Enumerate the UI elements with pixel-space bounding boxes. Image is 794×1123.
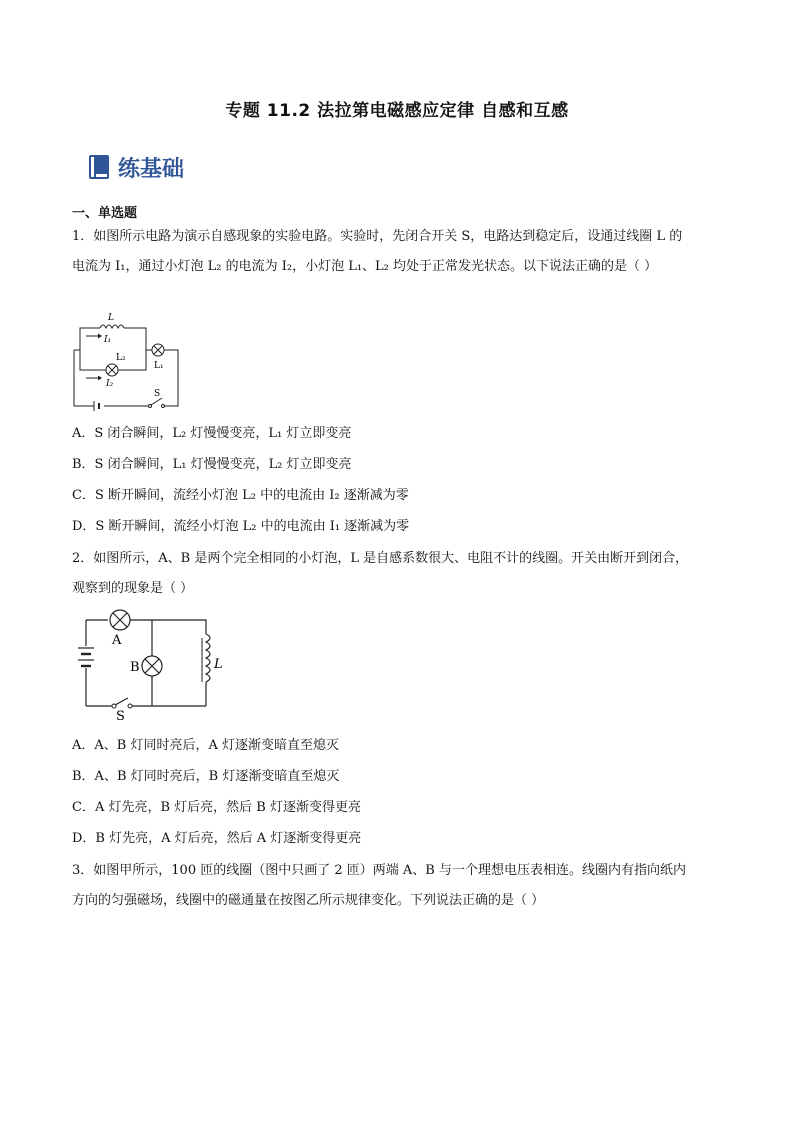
q2-switch-label: S xyxy=(116,709,125,723)
book-icon xyxy=(88,154,110,180)
section-banner xyxy=(88,150,184,184)
q3-stem-line2: 方向的匀强磁场，线圈中的磁通量在按图乙所示规律变化。下列说法正确的是（ ） xyxy=(72,893,545,908)
coil-icon xyxy=(206,634,210,682)
q1-option-b[interactable]: B．S 闭合瞬间，L₁ 灯慢慢变亮，L₂ 灯立即变亮 xyxy=(72,457,352,472)
page-title: 专题 11.2 法拉第电磁感应定律 自感和互感 xyxy=(225,101,569,121)
q2-lampB-label: B xyxy=(130,660,140,675)
q1-lamp1-label: L₁ xyxy=(154,361,164,371)
q1-lamp2-label: L₂ xyxy=(116,353,126,363)
q2-stem-line1: 2．如图所示，A、B 是两个完全相同的小灯泡，L 是自感系数很大、电阻不计的线圈。开关由断开到闭合， xyxy=(72,551,689,566)
banner-title: 练基础 xyxy=(118,156,185,182)
q3-stem-line1: 3．如图甲所示，100 匝的线圈（图中只画了 2 匝）两端 A、B 与一个理想电压表相连。线圈内有指向纸内 xyxy=(72,863,686,878)
q1-circuit-diagram xyxy=(66,312,186,412)
q2-lampA-label: A xyxy=(112,633,122,648)
q2-circuit-diagram xyxy=(68,608,228,723)
q1-switch-label: S xyxy=(154,389,161,399)
q2-coil-label: L xyxy=(214,657,223,672)
switch-icon xyxy=(151,398,162,405)
q2-option-c[interactable]: C．A 灯先亮，B 灯后亮，然后 B 灯逐渐变得更亮 xyxy=(72,800,361,815)
q2-option-a[interactable]: A．A、B 灯同时亮后，A 灯逐渐变暗直至熄灭 xyxy=(72,738,339,753)
q1-stem-line2: 电流为 I₁，通过小灯泡 L₂ 的电流为 I₂，小灯泡 L₁、L₂ 均处于正常发光状态。以下说法正确的是（ ） xyxy=(72,259,658,274)
coil-icon xyxy=(100,325,124,328)
q2-option-b[interactable]: B．A、B 灯同时亮后，B 灯逐渐变暗直至熄灭 xyxy=(72,769,340,784)
q1-i2-label: I₂ xyxy=(106,379,114,389)
q1-option-c[interactable]: C．S 断开瞬间，流经小灯泡 L₂ 中的电流由 I₂ 逐渐减为零 xyxy=(72,488,409,503)
q1-option-d[interactable]: D．S 断开瞬间，流经小灯泡 L₂ 中的电流由 I₁ 逐渐减为零 xyxy=(72,519,410,534)
q1-coil-label: L xyxy=(108,313,114,323)
section-heading: 一、单选题 xyxy=(72,206,138,221)
q2-stem-line2: 观察到的现象是（ ） xyxy=(72,581,194,596)
switch-icon xyxy=(115,698,128,705)
q1-option-a[interactable]: A．S 闭合瞬间，L₂ 灯慢慢变亮，L₁ 灯立即变亮 xyxy=(72,426,352,441)
q2-option-d[interactable]: D．B 灯先亮，A 灯后亮，然后 A 灯逐渐变得更亮 xyxy=(72,831,362,846)
q1-stem-line1: 1．如图所示电路为演示自感现象的实验电路。实验时，先闭合开关 S，电路达到稳定后，设通过线圈 L 的 xyxy=(72,229,683,244)
q1-i1-label: I₁ xyxy=(104,335,112,345)
